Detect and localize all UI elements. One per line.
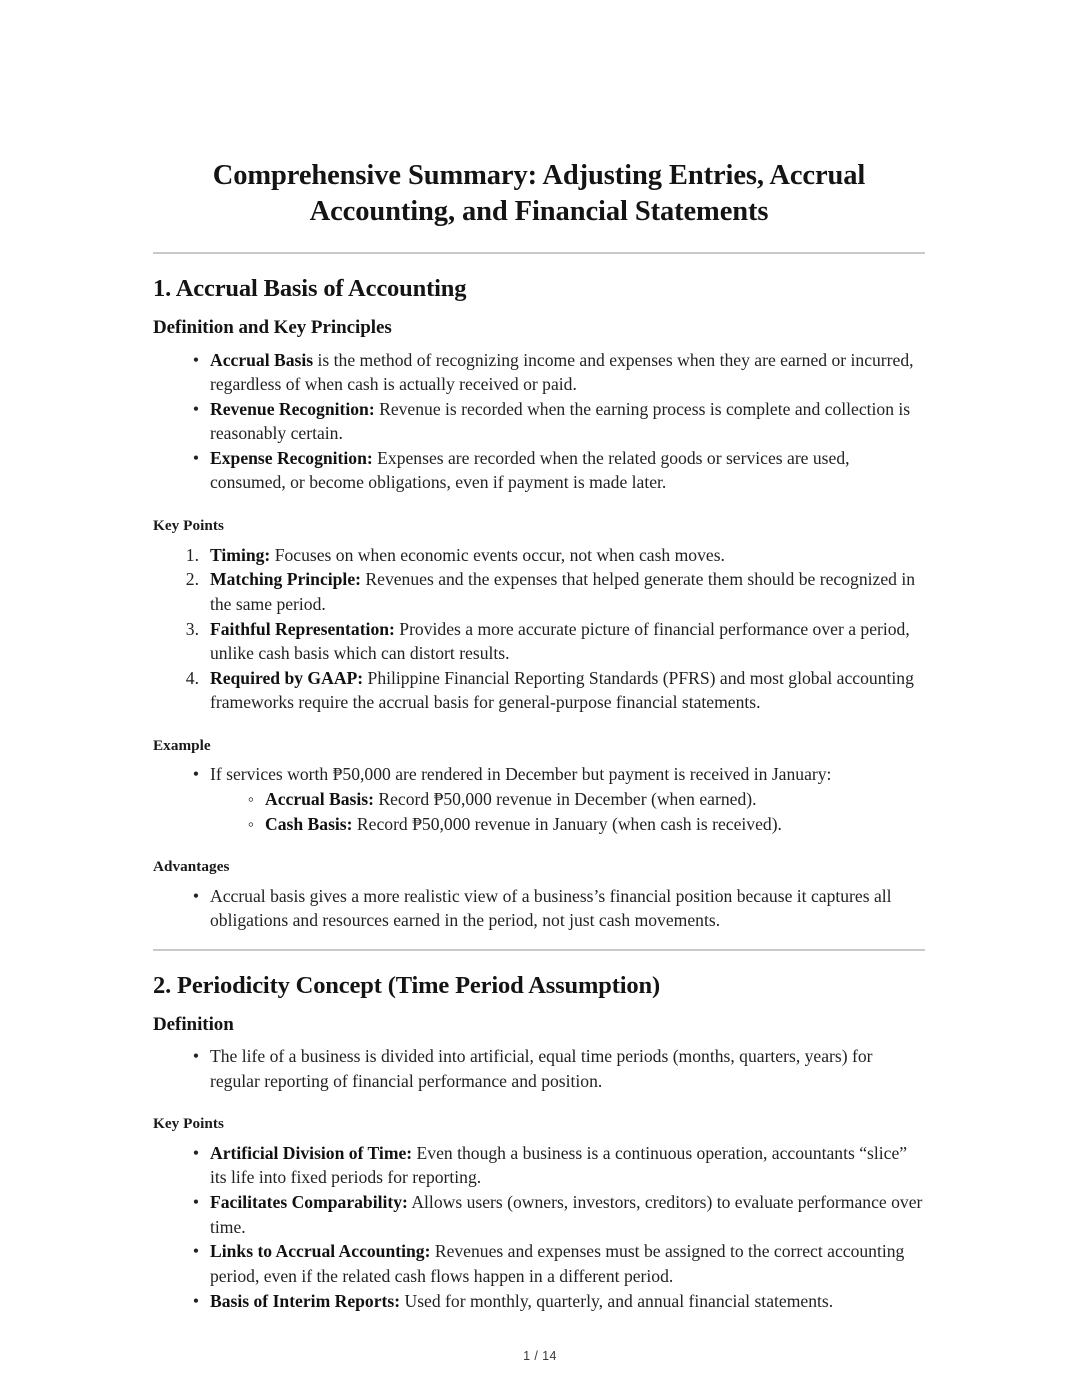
- mini-heading-example: Example: [153, 736, 211, 754]
- mini-heading-key-points-1: Key Points: [153, 516, 224, 534]
- list-item-label: Required by GAAP:: [210, 667, 364, 688]
- bullet-icon: •: [192, 1192, 199, 1213]
- list-item-text: [265, 814, 782, 834]
- list-item-text: [210, 1241, 904, 1285]
- list-item-label: Cash Basis:: [265, 813, 353, 834]
- list-item-body: Allows users (owners, investors, creditors) to evaluate performance over time.: [210, 1192, 923, 1237]
- list-item-text: [210, 1143, 907, 1187]
- list-item: [153, 567, 925, 616]
- list-item: [153, 762, 925, 836]
- list-item: [153, 1044, 925, 1093]
- list-item-label: Links to Accrual Accounting:: [210, 1241, 431, 1262]
- list-item-body: Record ₱50,000 revenue in January (when cash is received).: [352, 813, 782, 834]
- list-item-label: Expense Recognition:: [210, 448, 373, 469]
- page-number-footer: 1 / 14: [523, 1349, 557, 1363]
- list-item-body: Provides a more accurate picture of financial performance over a period, unlike cash basis which can distort results.: [210, 618, 910, 663]
- list-item-body: Accrual basis gives a more realistic view of a business’s financial position because it captures all obligations and resources earned in the period, not just cash movements.: [210, 886, 892, 931]
- list-item-label: Basis of Interim Reports:: [210, 1290, 401, 1311]
- list-number: 3.: [185, 618, 199, 639]
- list-item-body: Revenues and the expenses that helped generate them should be recognized in the same period.: [210, 569, 916, 614]
- list-item-text: [210, 399, 910, 443]
- list-definition-2: [153, 1037, 925, 1093]
- list-advantages: [153, 877, 925, 933]
- list-item: [153, 543, 925, 567]
- bullet-icon: •: [192, 1241, 199, 1262]
- bullet-icon: •: [192, 448, 199, 469]
- sub-heading-definition: Definition: [153, 1014, 234, 1036]
- list-item-body: If services worth ₱50,000 are rendered in December but payment is received in January:: [210, 764, 832, 785]
- list-item: [153, 666, 925, 715]
- list-number: 1.: [185, 544, 199, 565]
- list-definition-key-principles: [153, 340, 925, 495]
- list-item-text: [210, 619, 910, 663]
- page-title: Comprehensive Summary: Adjusting Entries, Accrual Accounting, and Financial Statements: [212, 160, 866, 228]
- sub-bullet-icon: ◦: [247, 789, 254, 810]
- section-heading-2: 2. Periodicity Concept (Time Period Assumption): [153, 971, 660, 999]
- list-item-body: Focuses on when economic events occur, not when cash moves.: [270, 544, 725, 565]
- list-item: [153, 884, 925, 933]
- list-number: 2.: [185, 569, 199, 590]
- list-item: [153, 446, 925, 495]
- bullet-icon: •: [192, 1290, 199, 1311]
- list-item-label: Accrual Basis: [210, 349, 314, 370]
- list-item: [153, 617, 925, 666]
- mini-heading-key-points-2: Key Points: [153, 1115, 224, 1133]
- bullet-icon: •: [192, 1142, 199, 1163]
- list-item: [210, 787, 925, 811]
- list-item-body: Revenues and expenses must be assigned to the correct accounting period, even if the related cash flows happen in a different period.: [210, 1241, 905, 1286]
- list-item: [153, 348, 925, 397]
- list-key-points-2: [153, 1133, 925, 1313]
- document-content: [153, 0, 925, 1313]
- section-heading-1: 1. Accrual Basis of Accounting: [153, 274, 467, 302]
- list-item-text: [210, 668, 914, 712]
- bullet-icon: •: [192, 1046, 199, 1067]
- list-item-text: [210, 1291, 833, 1311]
- list-item-body: Philippine Financial Reporting Standards (PFRS) and most global accounting frameworks require the accrual basis for general-purpose financial statements.: [210, 667, 914, 713]
- list-item-text: [265, 789, 757, 809]
- list-item-body: Record ₱50,000 revenue in December (when earned).: [373, 789, 757, 810]
- list-example: [153, 755, 925, 837]
- list-item: [153, 1289, 925, 1313]
- list-item-label: Accrual Basis:: [265, 789, 374, 810]
- list-item: [153, 1239, 925, 1288]
- list-key-points-1: [153, 535, 925, 715]
- list-item-text: [210, 569, 915, 613]
- list-item-text: [210, 764, 831, 784]
- list-item-text: [210, 1192, 922, 1236]
- list-item-text: [210, 1046, 873, 1090]
- list-item: [153, 397, 925, 446]
- list-item: [210, 812, 925, 836]
- list-example-sub: [210, 787, 925, 836]
- bullet-icon: •: [192, 886, 199, 907]
- list-item-body: Expenses are recorded when the related goods or services are used, consumed, or become obligations, even if payment is made later.: [210, 448, 850, 493]
- list-item-text: [210, 886, 892, 930]
- list-item-label: Timing:: [210, 544, 271, 565]
- list-item-label: Matching Principle:: [210, 569, 361, 590]
- list-item-label: Artificial Division of Time:: [210, 1142, 413, 1163]
- list-item-label: Faithful Representation:: [210, 618, 395, 639]
- list-item: [153, 1141, 925, 1190]
- list-item-body: is the method of recognizing income and expenses when they are earned or incurred, regardless of when cash is actually received or paid.: [210, 349, 914, 394]
- list-number: 4.: [185, 667, 199, 688]
- list-item-body: Even though a business is a continuous operation, accountants “slice” its life into fixed periods for reporting.: [210, 1142, 908, 1188]
- list-item-label: Facilitates Comparability:: [210, 1192, 408, 1213]
- bullet-icon: •: [192, 398, 199, 419]
- bullet-icon: •: [192, 349, 199, 370]
- list-item: [153, 1190, 925, 1239]
- list-item-body: Used for monthly, quarterly, and annual financial statements.: [400, 1290, 834, 1311]
- sub-heading-definition-key-principles: Definition and Key Principles: [153, 317, 392, 339]
- list-item-text: [210, 545, 725, 565]
- list-item-body: The life of a business is divided into artificial, equal time periods (months, quarters, years) for regular reporting of financial performance and position.: [210, 1046, 873, 1091]
- list-item-label: Revenue Recognition:: [210, 398, 375, 419]
- list-item-body: Revenue is recorded when the earning process is complete and collection is reasonably certain.: [210, 398, 911, 444]
- bullet-icon: •: [192, 764, 199, 785]
- list-item-text: [210, 448, 850, 492]
- list-item-text: [210, 350, 914, 394]
- mini-heading-advantages: Advantages: [153, 858, 230, 876]
- sub-bullet-icon: ◦: [247, 813, 254, 834]
